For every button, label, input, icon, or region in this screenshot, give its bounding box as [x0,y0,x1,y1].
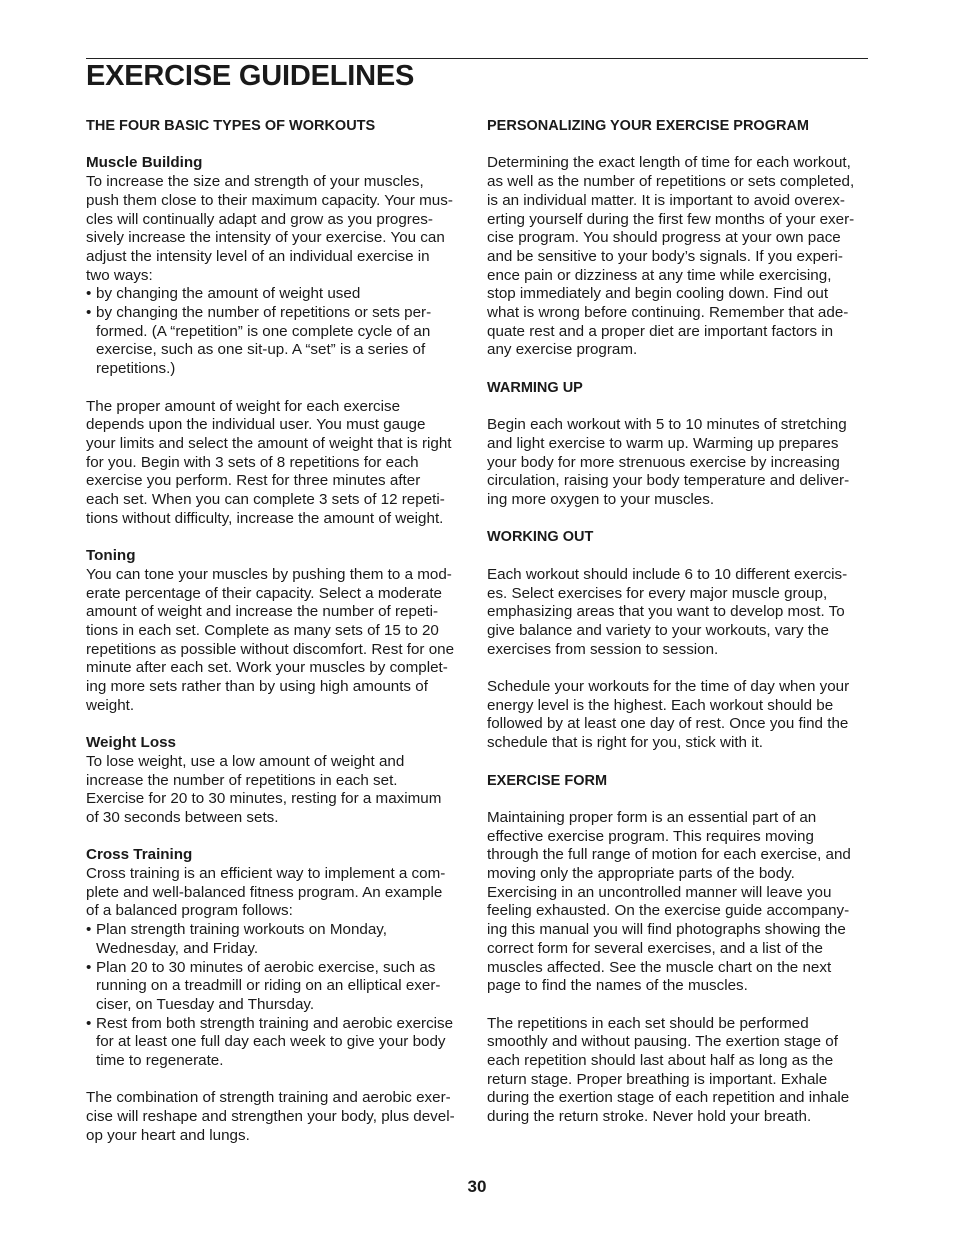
paragraph-weight-loss [86,753,470,828]
text-line: depends upon the individual user. You must gauge [86,416,426,434]
list-item [86,959,470,1015]
text-line: schedule that is right for you, stick with it. [487,734,764,752]
text-line: your limits and select the amount of weight that is right [86,434,452,452]
text-line: tions in each set. Complete as many sets of 15 to 20 [86,621,439,639]
subheading-weight-loss: Weight Loss [86,734,177,752]
text-line: return stage. Proper breathing is important. Exhale [487,1070,828,1088]
text-line: followed by at least one day of rest. Once you find the [487,715,849,733]
text-line: for at least one full day each week to give your body [96,1033,446,1051]
text-line: smoothly and without pausing. The exertion stage of [487,1033,838,1051]
text-line: cise program. You should progress at your own pace [487,229,841,247]
paragraph-warming-up [487,416,869,510]
text-line: exercise, such as one sit-up. A “set” is a series of [96,341,426,359]
text-line: through the full range of motion for each exercise, and [487,846,851,864]
paragraph-schedule [487,678,869,753]
page-number: 30 [467,1177,487,1196]
paragraph-exercise-form [487,809,869,996]
text-line: time to regenerate. [96,1052,224,1070]
subheading-toning: Toning [86,547,136,565]
top-rule [86,58,868,59]
text-line: two ways: [86,266,153,284]
text-line: energy level is the highest. Each workout should be [487,696,834,714]
text-line: • by changing the amount of weight used [96,285,361,303]
text-line: Exercise for 20 to 30 minutes, resting for a maximum [86,790,442,808]
text-line: each repetition should last about half as long as the [487,1052,834,1070]
text-line: of 30 seconds between sets. [86,808,279,826]
paragraph-repetitions [487,1015,869,1127]
text-line: each set. When you can complete 3 sets of 12 repeti- [86,491,445,509]
text-line: The repetitions in each set should be performed [487,1014,809,1032]
bullet-list-program [86,921,470,1071]
text-line: op your heart and lungs. [86,1126,250,1144]
text-line: repetitions.) [96,360,176,378]
paragraph-toning [86,566,470,716]
text-line: quate rest and a proper diet are important factors in [487,322,834,340]
text-line: of a balanced program follows: [86,902,293,920]
subheading-muscle-building: Muscle Building [86,154,203,172]
text-line: stop immediately and begin cooling down. Find out [487,285,829,303]
text-line: what is wrong before continuing. Remember that ade- [487,304,849,322]
text-line: • by changing the number of repetitions or sets per- [96,304,432,322]
text-line: circulation, raising your body temperature and deliver- [487,472,850,490]
text-line: minute after each set. Work your muscles by complet- [86,659,448,677]
text-line: correct form for several exercises, and a list of the [487,939,823,957]
page-title: EXERCISE GUIDELINES [86,60,415,92]
text-line: and be sensitive to your body’s signals. If you experi- [487,247,843,265]
text-line: ing this manual you will find photographs showing the [487,921,846,939]
paragraph-cross-training [86,865,470,921]
text-line: ence pain or dizziness at any time while exercising, [487,266,832,284]
text-line: Exercising in an uncontrolled manner will leave you [487,883,832,901]
text-line: The combination of strength training and aerobic exer- [86,1089,451,1107]
text-line: weight. [86,696,135,714]
text-line: during the exertion stage of each repetition and inhale [487,1089,850,1107]
text-line: formed. (A “repetition” is one complete cycle of an [96,322,431,340]
text-line: running on a treadmill or riding on an elliptical exer- [96,977,441,995]
text-line: erate percentage of their capacity. Select a moderate [86,584,442,602]
text-line: tions without difficulty, increase the amount of weight. [86,509,444,527]
section-heading-personalizing: PERSONALIZING YOUR EXERCISE PROGRAM [487,118,809,134]
section-heading-basic-workouts: THE FOUR BASIC TYPES OF WORKOUTS [86,118,376,134]
text-line: es. Select exercises for every major muscle group, [487,584,828,602]
text-line: cise will reshape and strengthen your body, plus devel- [86,1108,455,1126]
text-line: Schedule your workouts for the time of day when your [487,678,850,695]
list-item [86,1015,470,1071]
bullet-list-intensity [86,285,470,379]
section-heading-exercise-form: EXERCISE FORM [487,772,608,789]
text-line: increase the number of repetitions in each set. [86,771,398,789]
text-line: Each workout should include 6 to 10 different exercis- [487,565,848,583]
list-item [86,921,470,958]
text-line: adjust the intensity level of an individual exercise in [86,247,430,265]
text-line: feeling exhausted. On the exercise guide accompany- [487,902,850,920]
text-line: exercise you perform. Rest for three minutes after [86,472,421,490]
text-line: • Plan 20 to 30 minutes of aerobic exercise, such as [96,958,436,976]
text-line: To increase the size and strength of your muscles, [86,173,424,191]
text-line: ing more sets rather than by using high amounts of [86,678,428,696]
text-line: Determining the exact length of time for each workout, [487,154,851,172]
left-column [86,117,470,1146]
text-line: effective exercise program. This requires moving [487,827,814,845]
text-line: Cross training is an efficient way to implement a com- [86,865,446,883]
text-line: Begin each workout with 5 to 10 minutes of stretching [487,416,847,434]
list-item [86,285,470,304]
text-line: ing more oxygen to your muscles. [487,491,715,509]
text-line: cles will continually adapt and grow as you progres- [86,210,433,228]
text-line: give balance and variety to your workouts, vary the [487,621,829,639]
text-line: as well as the number of repetitions or sets completed, [487,173,855,191]
text-line: muscles affected. See the muscle chart on the next [487,958,832,976]
section-heading-working-out: WORKING OUT [487,529,594,546]
text-line: your body for more strenuous exercise by increasing [487,453,840,471]
paragraph-muscle-building [86,173,470,285]
text-line: Wednesday, and Friday. [96,939,259,957]
text-line: To lose weight, use a low amount of weight and [86,752,405,770]
paragraph-combination [86,1089,470,1145]
text-line: You can tone your muscles by pushing them to a mod- [86,565,452,583]
text-line: any exercise program. [487,341,638,359]
text-line: amount of weight and increase the number of repeti- [86,603,439,621]
text-line: ciser, on Tuesday and Thursday. [96,995,315,1013]
text-line: emphasizing areas that you want to develop most. To [487,603,845,621]
text-line: • Rest from both strength training and aerobic exercise [96,1014,454,1032]
text-line: for you. Begin with 3 sets of 8 repetitions for each [86,453,419,471]
paragraph-personalizing [487,154,869,360]
text-line: • Plan strength training workouts on Monday, [96,921,387,939]
text-line: push them close to their maximum capacity. Your mus- [86,191,453,209]
section-heading-warming-up: WARMING UP [487,379,583,396]
text-line: moving only the appropriate parts of the body. [487,865,795,882]
text-line: page to find the names of the muscles. [487,977,748,995]
text-line: erting yourself during the first few months of your exer- [487,210,855,228]
paragraph-working-out [487,566,869,660]
text-line: plete and well-balanced fitness program. An example [86,883,443,901]
text-line: sively increase the intensity of your exercise. You can [86,229,445,247]
paragraph-proper-weight [86,398,470,529]
text-line: Maintaining proper form is an essential part of an [487,808,817,826]
text-line: is an individual matter. It is important to avoid overex- [487,191,845,209]
text-line: The proper amount of weight for each exercise [86,397,401,415]
text-line: exercises from session to session. [487,640,719,658]
text-line: repetitions as possible without discomfort. Rest for one [86,640,455,658]
text-line: during the return stroke. Never hold your breath. [487,1108,812,1126]
right-column [487,117,869,1127]
text-line: and light exercise to warm up. Warming up prepares [487,434,839,452]
subheading-cross-training: Cross Training [86,846,193,864]
list-item [86,304,470,379]
